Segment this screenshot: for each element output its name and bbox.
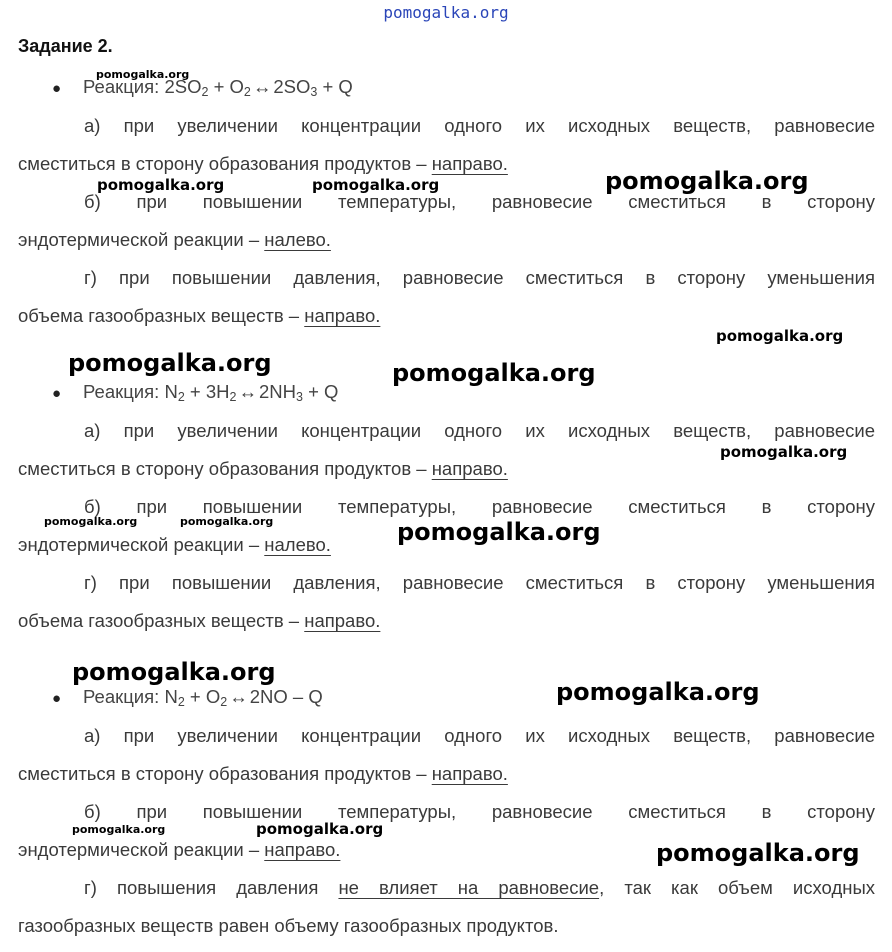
answer-text: не влияет на равновесие: [338, 877, 600, 898]
reaction-2-item-a-line2: сместиться в сторону образования продуктов – направо.: [18, 458, 508, 479]
bullet-icon: ●: [52, 690, 62, 707]
task-title: Задание 2.: [18, 36, 113, 56]
answer-text: направо.: [431, 763, 508, 784]
reaction-3-item-b-line1: б) при повышении температуры, равновесие сместиться в сторону: [84, 801, 875, 822]
watermark: pomogalka.org: [256, 820, 384, 838]
watermark: pomogalka.org: [720, 443, 848, 461]
answer-text: налево.: [264, 534, 331, 555]
watermark: pomogalka.org: [397, 518, 601, 546]
reaction-3-item-g-line2: газообразных веществ равен объему газообразных продуктов.: [18, 915, 559, 936]
reaction-2-equation: Реакция: $N_2 + 3H_2$ ↔ $2NH_3 + Q$: [83, 381, 339, 404]
watermark: pomogalka.org: [716, 327, 844, 345]
watermark: pomogalka.org: [392, 359, 596, 387]
reaction-1-item-g-line2: объема газообразных веществ – направо.: [18, 305, 381, 326]
watermark: pomogalka.org: [72, 658, 276, 686]
equilibrium-arrow-icon: ↔: [238, 381, 257, 402]
bullet-icon: ●: [52, 80, 62, 97]
watermark: pomogalka.org: [605, 167, 809, 195]
answer-text: направо.: [431, 153, 508, 174]
reaction-1-equation: Реакция: $2SO_2 + O_2$ ↔ $2SO_3 + Q$: [83, 76, 353, 99]
reaction-2-item-g-line2: объема газообразных веществ – направо.: [18, 610, 381, 631]
bullet-icon: ●: [52, 385, 62, 402]
reaction-3-item-b-line2: эндотермической реакции – направо.: [18, 839, 341, 860]
answer-text: направо.: [264, 839, 341, 860]
reaction-3-item-a-line2: сместиться в сторону образования продуктов – направо.: [18, 763, 508, 784]
reaction-2-item-g-line1: г) при повышении давления, равновесие сместиться в сторону уменьшения: [84, 572, 875, 593]
watermark: pomogalka.org: [656, 839, 860, 867]
watermark: pomogalka.org: [44, 515, 138, 528]
reaction-2-item-b-line2: эндотермической реакции – налево.: [18, 534, 331, 555]
watermark: pomogalka.org: [180, 515, 274, 528]
reaction-1-item-b-line1: б) при повышении температуры, равновесие сместиться в сторону: [84, 191, 875, 212]
reaction-1-item-a-line2: сместиться в сторону образования продуктов – направо.: [18, 153, 508, 174]
reaction-3-item-a-line1: а) при увеличении концентрации одного их исходных веществ, равновесие: [84, 725, 875, 746]
watermark: pomogalka.org: [96, 68, 190, 81]
watermark: pomogalka.org: [72, 823, 166, 836]
answer-text: направо.: [304, 610, 381, 631]
equilibrium-arrow-icon: ↔: [229, 686, 248, 707]
reaction-2-item-b-line1: б) при повышении температуры, равновесие сместиться в сторону: [84, 496, 875, 517]
reaction-1-item-g-line1: г) при повышении давления, равновесие сместиться в сторону уменьшения: [84, 267, 875, 288]
equilibrium-arrow-icon: ↔: [252, 76, 272, 97]
reaction-1-item-b-line2: эндотермической реакции – налево.: [18, 229, 331, 250]
watermark: pomogalka.org: [68, 349, 272, 377]
reaction-3-equation: Реакция: $N_2 + O_2$ ↔ 2NO – Q: [83, 686, 323, 709]
answer-text: направо.: [431, 458, 508, 479]
site-watermark-top: pomogalka.org: [383, 3, 509, 22]
watermark: pomogalka.org: [556, 678, 760, 706]
answer-text: налево.: [264, 229, 331, 250]
reaction-3-item-g-line1: г) повышения давления не влияет на равновесие, так как объем исходных: [84, 877, 875, 898]
reaction-1-item-a-line1: а) при увеличении концентрации одного их исходных веществ, равновесие: [84, 115, 875, 136]
reaction-2-item-a-line1: а) при увеличении концентрации одного их исходных веществ, равновесие: [84, 420, 875, 441]
watermark: pomogalka.org: [312, 176, 440, 194]
answer-text: направо.: [304, 305, 381, 326]
watermark: pomogalka.org: [97, 176, 225, 194]
